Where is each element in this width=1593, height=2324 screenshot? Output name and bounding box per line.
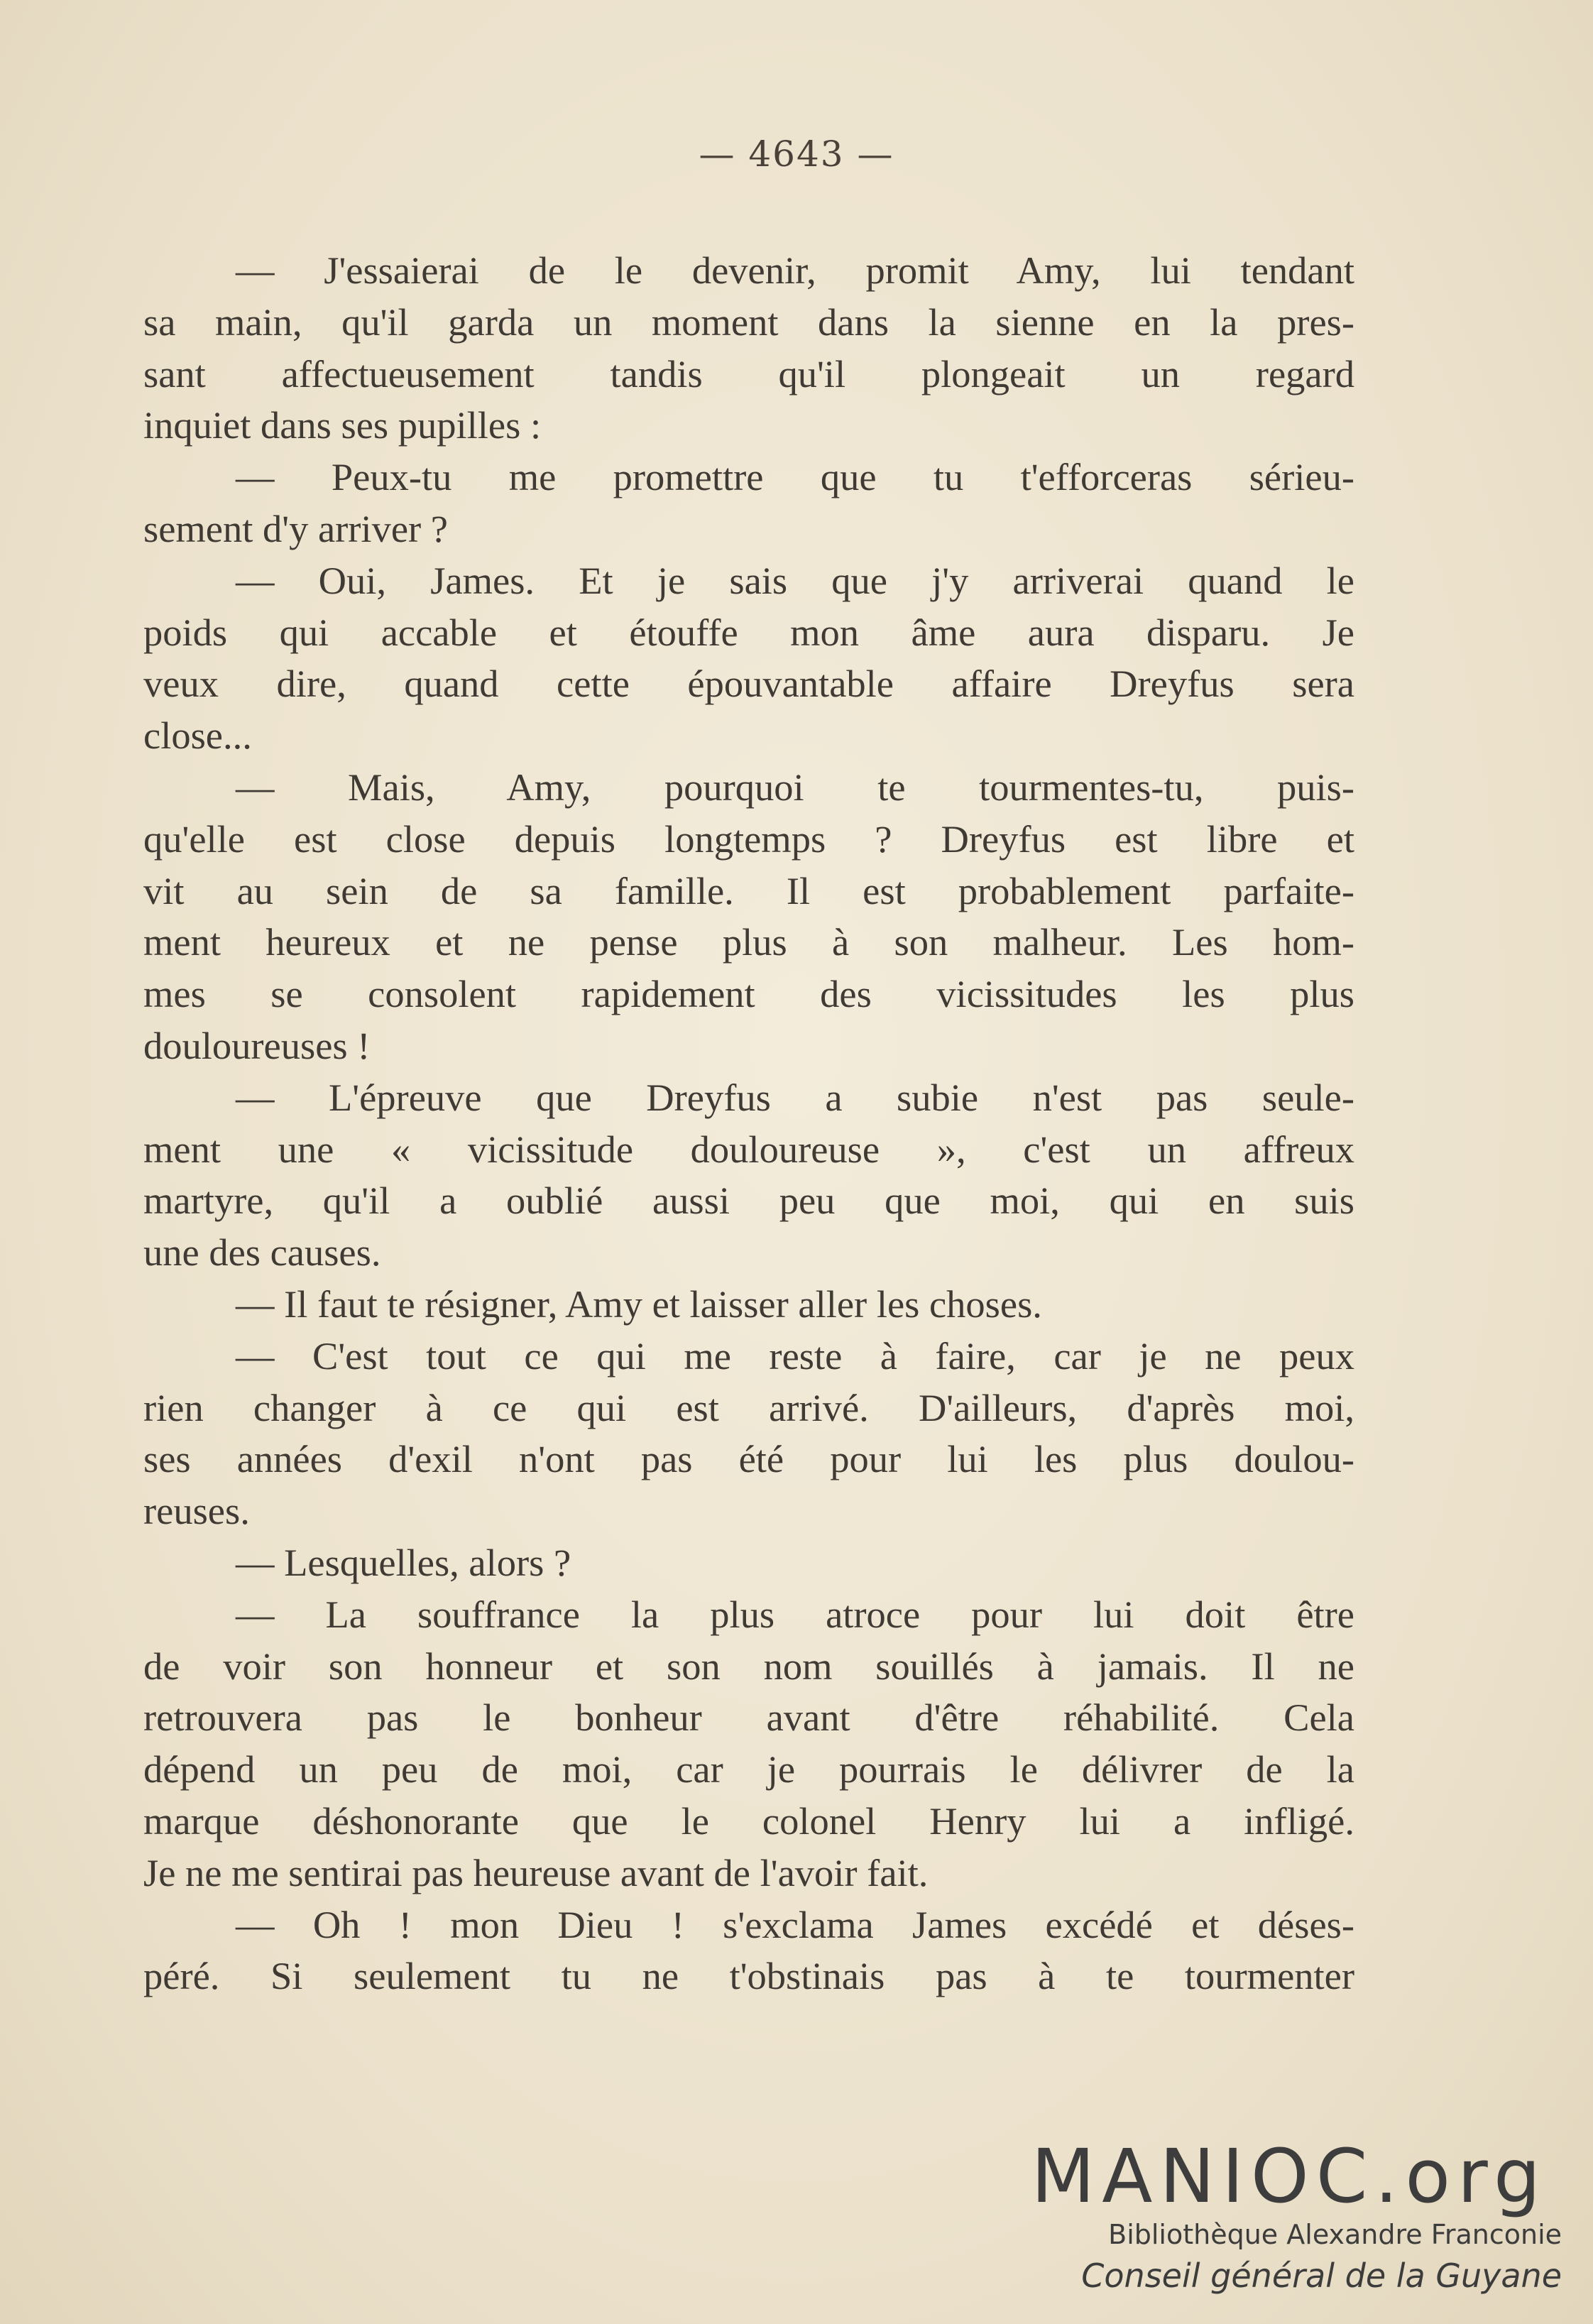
text-line: — L'épreuve que Dreyfus a subie n'est pas seule- — [236, 1075, 1354, 1119]
text-line: douloureuses ! — [143, 1023, 371, 1067]
text-line: Je ne me sentirai pas heureuse avant de l'avoir fait. — [143, 1850, 929, 1894]
text-line: ment heureux et ne pense plus à son malheur. Les hom- — [143, 920, 1354, 964]
text-line: — Lesquelles, alors ? — [236, 1540, 571, 1584]
text-line: qu'elle est close depuis longtemps ? Dreyfus est libre et — [143, 817, 1354, 861]
text-line: sa main, qu'il garda un moment dans la sienne en la pres- — [143, 300, 1354, 344]
text-line: — La souffrance la plus atroce pour lui doit être — [236, 1592, 1354, 1636]
text-line: — Peux-tu me promettre que tu t'efforceras sérieu- — [236, 455, 1354, 499]
text-line: rien changer à ce qui est arrivé. D'ailleurs, d'après moi, — [143, 1385, 1354, 1429]
text-line: poids qui accable et étouffe mon âme aura disparu. Je — [143, 610, 1354, 654]
text-line: close... — [143, 714, 252, 758]
body-text — [143, 245, 1354, 2002]
text-line: martyre, qu'il a oublié aussi peu que moi, qui en suis — [143, 1179, 1354, 1223]
manioc-watermark — [1022, 2133, 1562, 2298]
text-line: — Il faut te résigner, Amy et laisser aller les choses. — [236, 1282, 1042, 1326]
text-line: ment une « vicissitude douloureuse », c'est un affreux — [143, 1127, 1354, 1171]
council-credit: Conseil général de la Guyane — [1081, 2257, 1562, 2295]
manioc-logo: MANIOC.org — [1031, 2133, 1548, 2220]
text-line: inquiet dans ses pupilles : — [143, 403, 542, 447]
text-line: retrouvera pas le bonheur avant d'être réhabilité. Cela — [143, 1696, 1354, 1740]
text-line: — C'est tout ce qui me reste à faire, car je ne peux — [236, 1333, 1354, 1378]
page-number: — 4643 — — [699, 133, 894, 175]
library-credit: Bibliothèque Alexandre Franconie — [1108, 2219, 1562, 2250]
text-line: ses années d'exil n'ont pas été pour lui les plus doulou- — [143, 1437, 1354, 1481]
text-line: reuses. — [143, 1489, 250, 1533]
text-line: péré. Si seulement tu ne t'obstinais pas à te tourmenter — [143, 1954, 1354, 1998]
text-line: — Mais, Amy, pourquoi te tourmentes-tu, puis- — [236, 765, 1354, 809]
text-line: mes se consolent rapidement des vicissitudes les plus — [143, 972, 1354, 1016]
text-line: — Oh ! mon Dieu ! s'exclama James excédé et déses- — [236, 1902, 1354, 1946]
text-line: — Oui, James. Et je sais que j'y arriverai quand le — [236, 558, 1354, 602]
text-line: une des causes. — [143, 1231, 381, 1275]
text-line: vit au sein de sa famille. Il est probablement parfaite- — [143, 868, 1354, 912]
text-line: sant affectueusement tandis qu'il plongeait un regard — [143, 351, 1354, 395]
text-line: dépend un peu de moi, car je pourrais le délivrer de la — [143, 1747, 1354, 1791]
text-line: de voir son honneur et son nom souillés à jamais. Il ne — [143, 1644, 1354, 1688]
text-line: sement d'y arriver ? — [143, 506, 448, 550]
text-line: marque déshonorante que le colonel Henry lui a infligé. — [143, 1799, 1354, 1843]
text-line: — J'essaierai de le devenir, promit Amy, lui tendant — [236, 249, 1354, 292]
text-line: veux dire, quand cette épouvantable affaire Dreyfus sera — [143, 662, 1354, 706]
